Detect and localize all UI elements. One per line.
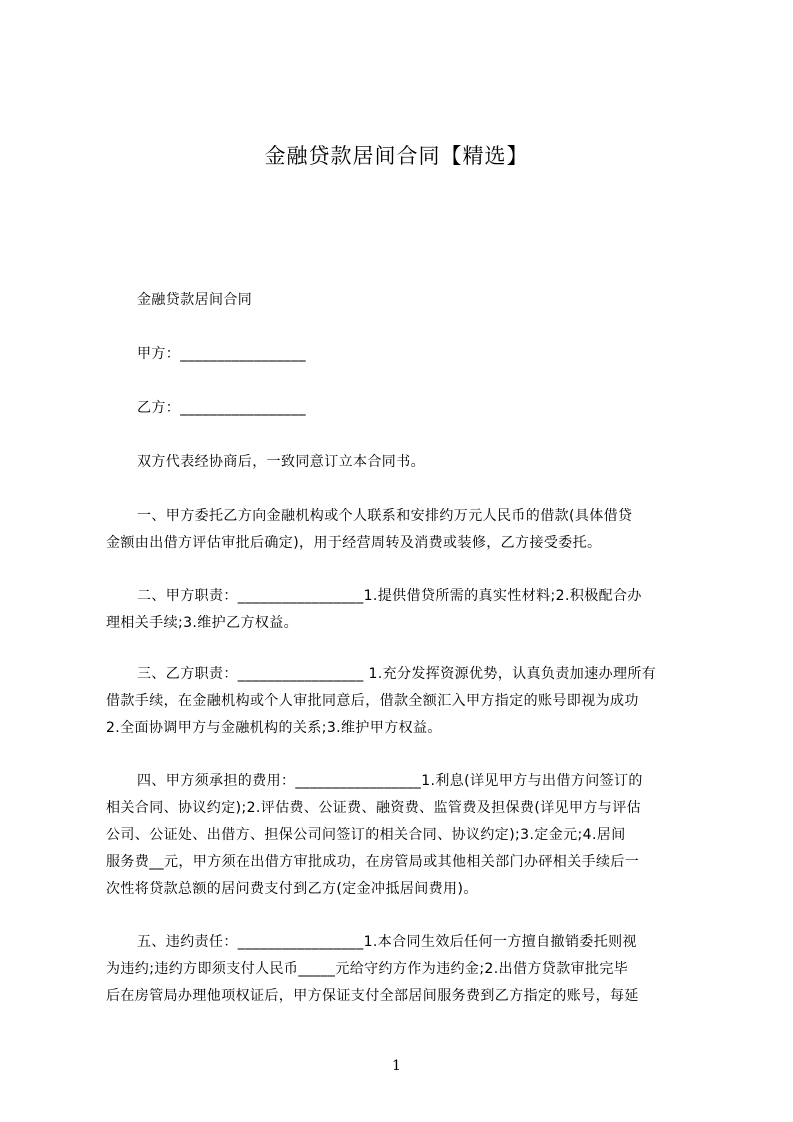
contract-name-line: 金融贷款居间合同	[137, 292, 253, 308]
clause-4-line-4: 服务费__元，甲方须在出借方审批成功，在房管局或其他相关部门办砰相关手续后一	[106, 854, 640, 870]
clause-1-line-1: 一、甲方委托乙方向金融机构或个人联系和安排约万元人民币的借款(具体借贷	[137, 508, 633, 524]
clause-5-line-1: 五、违约责任：_________________1.本合同生效后任何一方擅自撤销委托则视	[137, 934, 637, 950]
clause-1-line-2: 金额由出借方评估审批后确定)，用于经营周转及消费或装修，乙方接受委托。	[106, 535, 602, 551]
clause-4-line-3: 公司、公证处、出借方、担保公司问签订的相关合同、协议约定);3.定金元;4.居间	[106, 827, 626, 843]
clause-3-line-3: 2.全面协调甲方与金融机构的关系;3.维护甲方权益。	[106, 720, 442, 736]
clause-3-line-2: 借款手续，在金融机构或个人审批同意后，借款全额汇入甲方指定的账号即视为成功	[106, 693, 639, 709]
clause-3-line-1: 三、乙方职责：_________________ 1.充分发挥资源优势，认真负责加速办理所有	[137, 666, 657, 682]
page-number: 1	[392, 1058, 401, 1074]
document-title: 金融贷款居间合同【精选】	[264, 144, 529, 168]
party-a-line: 甲方：_________________	[137, 346, 306, 362]
clause-5-line-2: 为违约;违约方即须支付人民币_____元给守约方作为违约金;2.出借方贷款审批完毕	[106, 961, 629, 977]
clause-4-line-1: 四、甲方须承担的费用：_________________1.利息(详见甲方与出借方问签订的	[137, 773, 643, 789]
clause-4-line-2: 相关合同、协议约定);2.评估费、公证费、融资费、监管费及担保费(详见甲方与评估	[106, 800, 641, 816]
clause-4-line-5: 次性将贷款总额的居问费支付到乙方(定金冲抵居间费用)。	[106, 881, 478, 897]
clause-5-line-3: 后在房管局办理他项权证后，甲方保证支付全部居间服务费到乙方指定的账号，每延	[106, 988, 639, 1004]
agreement-intro-line: 双方代表经协商后，一致同意订立本合同书。	[137, 454, 425, 470]
clause-2-line-2: 理相关手续;3.维护乙方权益。	[106, 615, 299, 631]
party-b-line: 乙方：_________________	[137, 400, 306, 416]
clause-2-line-1: 二、甲方职责：_________________1.提供借贷所需的真实性材料;2.积极配合办	[137, 588, 642, 604]
